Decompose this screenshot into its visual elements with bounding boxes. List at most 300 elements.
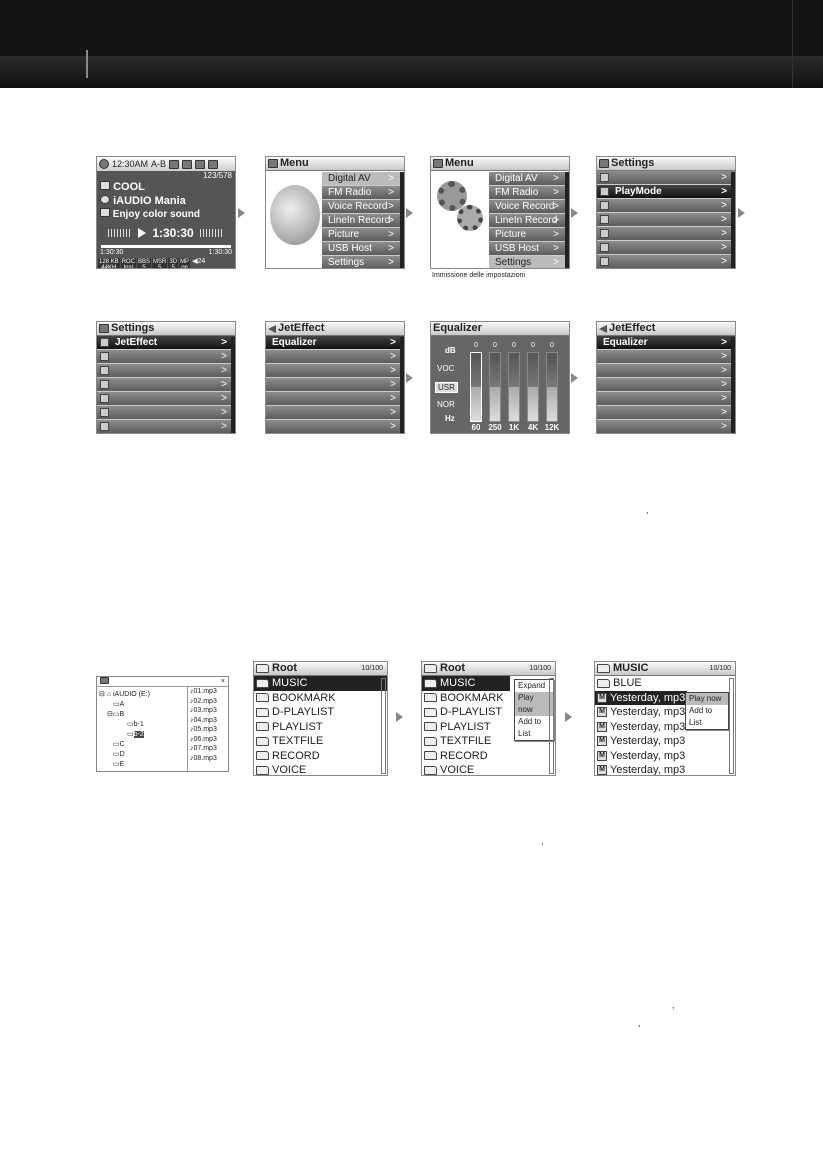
tree-folder[interactable]: ▭A bbox=[113, 701, 125, 708]
browser-file[interactable] bbox=[595, 734, 735, 749]
menu-icon bbox=[433, 159, 443, 168]
flow-arrow bbox=[565, 712, 572, 722]
file-item[interactable]: ♪02.mp3 bbox=[190, 697, 217, 705]
jeteffect-item[interactable] bbox=[597, 420, 735, 434]
album-name: Enjoy color sound bbox=[112, 209, 201, 220]
volume-value: 24 bbox=[197, 258, 206, 265]
folder-tree bbox=[99, 690, 185, 770]
player-screen bbox=[96, 156, 236, 269]
browser-file[interactable] bbox=[595, 763, 735, 776]
hz-label: Hz bbox=[445, 414, 455, 423]
eq-band-slider[interactable] bbox=[489, 352, 501, 422]
browser-item-label: PLAYLIST bbox=[440, 720, 491, 733]
jeteffect-item[interactable] bbox=[266, 420, 404, 434]
artist-name: iAUDIO Mania bbox=[113, 195, 186, 207]
file-item[interactable]: ♪04.mp3 bbox=[190, 716, 217, 724]
tree-folder[interactable]: ▭E bbox=[113, 761, 125, 768]
settings-item-general[interactable] bbox=[597, 213, 735, 227]
eq-band-slider[interactable] bbox=[546, 352, 558, 422]
file-item[interactable]: ♪08.mp3 bbox=[190, 754, 217, 762]
browser-file-label: Yesterday, mp3 bbox=[610, 691, 686, 704]
file-label: 05.mp3 bbox=[193, 726, 217, 733]
eq-band-level bbox=[547, 387, 557, 421]
playback-row bbox=[97, 224, 235, 242]
lock-icon bbox=[182, 160, 192, 169]
settings-screen-jeteffect bbox=[96, 321, 236, 434]
level-meter-right bbox=[200, 229, 224, 237]
eq-band-label: 1K bbox=[508, 423, 520, 432]
menu-item-linein-record[interactable]: LineIn Record > bbox=[322, 214, 402, 228]
jeteffect-title: JetEffect bbox=[609, 322, 656, 334]
bitrate-box bbox=[98, 258, 120, 269]
file-label: 08.mp3 bbox=[193, 754, 217, 762]
jeteffect-title-bar bbox=[597, 322, 735, 336]
jeteffect-item[interactable] bbox=[266, 406, 404, 420]
folder-icon bbox=[256, 766, 269, 775]
speaker-icon bbox=[100, 338, 109, 347]
eq-band-level bbox=[509, 387, 519, 421]
bbs-value: 5 bbox=[142, 265, 146, 269]
settings-item-system[interactable] bbox=[597, 255, 735, 269]
browser-file-label: Yesterday, mp3 bbox=[610, 735, 686, 748]
browser-item-d-playlist[interactable] bbox=[254, 705, 387, 720]
gear-icon bbox=[457, 205, 483, 231]
scrollbar[interactable] bbox=[731, 172, 735, 269]
browser-item-music[interactable] bbox=[254, 676, 387, 691]
disc-icon bbox=[100, 208, 110, 217]
playmode-label: PlayMode bbox=[615, 186, 662, 197]
flow-arrow bbox=[406, 208, 413, 218]
preset-nor[interactable]: NOR bbox=[437, 400, 455, 409]
browser-title-bar bbox=[422, 662, 555, 676]
music-file-icon: M bbox=[597, 707, 607, 717]
folder-tree-icon bbox=[100, 677, 109, 684]
file-list bbox=[187, 687, 229, 772]
browser-title: MUSIC bbox=[613, 662, 649, 674]
browser-music-screen bbox=[594, 661, 736, 776]
repeat-icon bbox=[169, 160, 179, 169]
eq-box bbox=[121, 258, 136, 269]
tree-folder-label: B bbox=[119, 711, 125, 718]
album-line bbox=[97, 208, 235, 222]
tree-root[interactable]: ⊟ ⌂ iAUDIO (E:) bbox=[99, 691, 150, 698]
folder-icon bbox=[256, 751, 269, 760]
jeteffect-item[interactable] bbox=[266, 378, 404, 392]
menu-title-bar bbox=[266, 157, 404, 171]
browser-context-screen bbox=[421, 661, 556, 776]
eye-icon bbox=[100, 366, 109, 375]
browser-item-label: MUSIC bbox=[272, 677, 308, 690]
folder-icon bbox=[424, 737, 437, 746]
equalizer-title-bar bbox=[431, 322, 569, 336]
elapsed-time: 1:30:30 bbox=[100, 249, 124, 256]
browser-item-bookmark[interactable] bbox=[254, 691, 387, 706]
eq-value: Inst bbox=[123, 265, 134, 269]
menu-item-picture[interactable]: Picture > bbox=[489, 228, 567, 242]
browser-item-music[interactable] bbox=[422, 676, 510, 691]
artist-icon bbox=[100, 181, 110, 190]
jeteffect-item[interactable] bbox=[597, 364, 735, 378]
music-file-icon: M bbox=[597, 751, 607, 761]
folder-icon bbox=[424, 766, 437, 775]
3d-value: 5 bbox=[171, 265, 175, 269]
browser-item-label: BOOKMARK bbox=[272, 691, 336, 704]
settings-screen-playmode bbox=[596, 156, 736, 269]
settings-item-playmode[interactable] bbox=[597, 185, 735, 199]
jeteffect-screen bbox=[265, 321, 405, 434]
samplerate: 44KH bbox=[101, 265, 117, 269]
bitrate: 128 KB bbox=[99, 259, 119, 265]
jeteffect-screen-return bbox=[596, 321, 736, 434]
file-label: 04.mp3 bbox=[193, 716, 217, 724]
flow-arrow bbox=[571, 373, 578, 383]
ab-repeat-text: A-B bbox=[151, 159, 167, 169]
clock-icon bbox=[99, 159, 109, 169]
jeteffect-item[interactable] bbox=[597, 378, 735, 392]
tree-folder[interactable]: ▭b-1 bbox=[127, 721, 144, 728]
tree-folder-label: b-1 bbox=[133, 721, 144, 728]
browser-item-playlist[interactable] bbox=[254, 720, 387, 735]
eq-band-value: 0 bbox=[474, 342, 478, 349]
title-line bbox=[97, 180, 235, 194]
mp-label: MP bbox=[180, 259, 190, 265]
settings-item-display[interactable] bbox=[597, 199, 735, 213]
folder-icon bbox=[597, 664, 610, 673]
scrollbar[interactable] bbox=[565, 172, 569, 269]
eye-icon bbox=[600, 201, 609, 210]
jeteffect-label: JetEffect bbox=[115, 337, 158, 348]
file-item[interactable]: ♪01.mp3 bbox=[190, 688, 217, 695]
jeteffect-item[interactable] bbox=[597, 350, 735, 364]
tree-folder[interactable]: ▭C bbox=[113, 741, 125, 748]
browser-item-voice[interactable] bbox=[254, 763, 387, 776]
jeteffect-title: JetEffect bbox=[278, 322, 325, 334]
menu-title: Menu bbox=[280, 157, 309, 169]
level-meter-left bbox=[108, 229, 132, 237]
jeteffect-item-equalizer[interactable]: Equalizer > bbox=[266, 336, 404, 350]
browser-file[interactable] bbox=[595, 749, 735, 764]
general-icon bbox=[100, 380, 109, 389]
preset-voc[interactable]: VOC bbox=[437, 364, 455, 373]
folder-icon bbox=[424, 751, 437, 760]
msr-label: MSR bbox=[153, 259, 167, 265]
system-icon bbox=[100, 422, 109, 431]
browser-item-label: PLAYLIST bbox=[272, 720, 323, 733]
browser-folder-blue[interactable] bbox=[595, 676, 735, 691]
browser-title: Root bbox=[440, 662, 466, 674]
browser-item-record[interactable] bbox=[422, 749, 555, 764]
flow-arrow bbox=[571, 208, 578, 218]
menu-item-digital-av[interactable]: Digital AV > bbox=[489, 172, 567, 186]
scrollbar[interactable] bbox=[729, 678, 734, 774]
jeteffect-item[interactable] bbox=[266, 364, 404, 378]
speaker-icon bbox=[599, 325, 607, 333]
browser-item-label: VOICE bbox=[440, 764, 475, 776]
context-play-now[interactable]: Play now bbox=[515, 692, 553, 716]
player-status-bar bbox=[97, 157, 235, 171]
browser-item-label: MUSIC bbox=[440, 677, 476, 690]
item-count: 10/100 bbox=[361, 665, 383, 672]
scrollbar[interactable] bbox=[400, 172, 404, 269]
text-icon bbox=[100, 394, 109, 403]
menu-screen-settings bbox=[430, 156, 570, 269]
settings-item-system[interactable] bbox=[97, 420, 235, 434]
tree-folder[interactable]: ▭b-2 bbox=[127, 731, 144, 738]
volume-box bbox=[191, 258, 206, 269]
music-file-icon: M bbox=[597, 722, 607, 732]
play-icon bbox=[138, 228, 146, 238]
jeteffect-item[interactable] bbox=[597, 392, 735, 406]
settings-item-text[interactable] bbox=[597, 227, 735, 241]
eq-band-slider[interactable] bbox=[527, 352, 539, 422]
explorer-toolbar bbox=[97, 677, 228, 687]
track-number: 123/578 bbox=[203, 171, 232, 180]
music-note-icon bbox=[270, 185, 320, 245]
settings-icon bbox=[99, 324, 109, 333]
browser-item-label: D-PLAYLIST bbox=[440, 706, 503, 719]
folder-icon bbox=[256, 693, 269, 702]
info-row bbox=[97, 258, 235, 269]
settings-item-record[interactable] bbox=[97, 406, 235, 420]
header-band bbox=[0, 56, 823, 88]
settings-title-bar bbox=[597, 157, 735, 171]
stray-mark: , bbox=[646, 505, 649, 515]
scrollbar[interactable] bbox=[549, 678, 554, 774]
settings-item-display[interactable] bbox=[97, 364, 235, 378]
mp-value: on bbox=[181, 265, 188, 269]
settings-icon bbox=[599, 159, 609, 168]
menu-title-bar bbox=[431, 157, 569, 171]
play-time: 1:30:30 bbox=[152, 226, 194, 240]
item-count: 10/100 bbox=[709, 665, 731, 672]
menu-item-voice-record[interactable]: Voice Record > bbox=[322, 200, 402, 214]
preset-usr[interactable]: USR bbox=[435, 382, 458, 393]
tree-root-label: iAUDIO (E:) bbox=[112, 691, 150, 698]
settings-title: Settings bbox=[111, 322, 155, 334]
folder-icon bbox=[256, 664, 269, 673]
browser-title-bar bbox=[595, 662, 735, 676]
browser-title-bar bbox=[254, 662, 387, 676]
equalizer-screen bbox=[430, 321, 570, 434]
clock-text: 12:30AM bbox=[112, 159, 149, 169]
scrollbar[interactable] bbox=[731, 337, 735, 434]
battery-icon bbox=[208, 160, 218, 169]
tree-folder-label: b-2 bbox=[133, 731, 144, 738]
menu-title: Menu bbox=[445, 157, 474, 169]
play-icon bbox=[600, 187, 609, 196]
browser-item-label: VOICE bbox=[272, 764, 307, 776]
tree-folder-label: C bbox=[119, 741, 125, 748]
stray-mark: , bbox=[672, 1000, 675, 1010]
eq-band-label: 4K bbox=[527, 423, 539, 432]
folder-icon bbox=[597, 679, 610, 688]
file-item[interactable]: ♪07.mp3 bbox=[190, 745, 217, 752]
menu-item-settings[interactable]: Settings > bbox=[322, 256, 402, 269]
volume-icon: ◀ bbox=[192, 258, 198, 265]
folder-icon bbox=[256, 722, 269, 731]
tree-folder-label: E bbox=[119, 761, 125, 768]
record-icon bbox=[600, 243, 609, 252]
flow-arrow bbox=[396, 712, 403, 722]
record-icon bbox=[100, 408, 109, 417]
eq-band-slider[interactable] bbox=[508, 352, 520, 422]
menu-item-fm-radio[interactable]: FM Radio > bbox=[322, 186, 402, 200]
browser-file-label: Yesterday, mp3 bbox=[610, 764, 686, 776]
speaker-icon bbox=[268, 325, 276, 333]
browser-item-label: TEXTFILE bbox=[440, 735, 492, 748]
folder-icon bbox=[424, 722, 437, 731]
tree-folder[interactable]: ▭D bbox=[113, 751, 125, 758]
eq-band-label: 12K bbox=[544, 423, 560, 432]
menu-item-usb-host[interactable]: USB Host > bbox=[322, 242, 402, 256]
msr-value: 5 bbox=[158, 265, 162, 269]
settings-item-jeteffect[interactable] bbox=[597, 171, 735, 185]
mp-box bbox=[179, 258, 190, 269]
flow-arrow bbox=[738, 208, 745, 218]
browser-file-label: Yesterday, mp3 bbox=[610, 706, 686, 719]
file-label: 01.mp3 bbox=[193, 688, 217, 695]
jeteffect-item[interactable] bbox=[597, 406, 735, 420]
tree-folder[interactable]: ⊟▭B bbox=[107, 711, 125, 718]
tree-folder-label: D bbox=[119, 751, 125, 758]
browser-file[interactable] bbox=[595, 691, 687, 706]
3d-label: 3D bbox=[169, 259, 178, 265]
browser-file-label: Yesterday, mp3 bbox=[610, 720, 686, 733]
file-item[interactable]: ♪06.mp3 bbox=[190, 735, 217, 743]
context-play-now[interactable]: Play now bbox=[686, 693, 728, 705]
menu-caption: Immissione delle impostazioni bbox=[432, 272, 525, 279]
artist-line bbox=[97, 194, 235, 208]
settings-item-record[interactable] bbox=[597, 241, 735, 255]
shuffle-icon bbox=[195, 160, 205, 169]
file-label: 02.mp3 bbox=[193, 697, 217, 705]
eq-band-level bbox=[490, 387, 500, 421]
msr-box bbox=[152, 258, 167, 269]
jeteffect-item-equalizer[interactable]: Equalizer > bbox=[597, 336, 735, 350]
settings-item-general[interactable] bbox=[97, 378, 235, 392]
page-header bbox=[0, 0, 823, 88]
context-expand[interactable]: Expand bbox=[518, 681, 546, 690]
system-icon bbox=[600, 257, 609, 266]
browser-item-textfile[interactable] bbox=[254, 734, 387, 749]
scrollbar[interactable] bbox=[231, 337, 235, 434]
close-icon[interactable]: × bbox=[220, 678, 225, 685]
browser-item-label: BOOKMARK bbox=[440, 691, 504, 704]
bbs-label: BBS bbox=[138, 259, 151, 265]
stray-mark: , bbox=[638, 1018, 641, 1028]
music-file-icon: M bbox=[597, 693, 607, 703]
eq-band-label: 60 bbox=[471, 423, 481, 432]
eq-band-level bbox=[471, 387, 481, 421]
browser-item-label: RECORD bbox=[272, 749, 320, 762]
music-file-icon: M bbox=[597, 765, 607, 775]
folder-icon bbox=[256, 679, 269, 688]
jeteffect-item[interactable] bbox=[266, 350, 404, 364]
menu-item-digital-av[interactable]: Digital AV > bbox=[322, 172, 402, 186]
eq-band-value: 0 bbox=[512, 342, 516, 349]
folder-icon bbox=[424, 679, 437, 688]
folder-icon bbox=[424, 693, 437, 702]
browser-item-record[interactable] bbox=[254, 749, 387, 764]
browser-file-label: Yesterday, mp3 bbox=[610, 749, 686, 762]
scrollbar[interactable] bbox=[400, 337, 404, 434]
3d-box bbox=[168, 258, 178, 269]
browser-item-label: TEXTFILE bbox=[272, 735, 324, 748]
total-time: 1:30:30 bbox=[208, 249, 232, 256]
stray-mark: , bbox=[541, 836, 544, 846]
song-title: COOL bbox=[113, 181, 145, 193]
header-edge bbox=[792, 0, 793, 88]
browser-item-label: BLUE bbox=[613, 677, 642, 690]
context-add-to-list[interactable]: Add to List bbox=[518, 717, 542, 738]
play-icon bbox=[100, 352, 109, 361]
menu-screen-music bbox=[265, 156, 405, 269]
text-icon bbox=[600, 229, 609, 238]
folder-icon bbox=[256, 708, 269, 717]
settings-title: Settings bbox=[611, 157, 655, 169]
music-context-menu bbox=[685, 692, 729, 730]
browser-title: Root bbox=[272, 662, 298, 674]
context-add-to-list[interactable]: Add to List bbox=[689, 706, 713, 727]
explorer-window bbox=[96, 676, 229, 772]
settings-item-text[interactable] bbox=[97, 392, 235, 406]
flow-arrow bbox=[406, 373, 413, 383]
settings-item-jeteffect[interactable] bbox=[97, 336, 235, 350]
file-label: 07.mp3 bbox=[193, 745, 217, 752]
browser-root-screen bbox=[253, 661, 388, 776]
folder-icon bbox=[424, 664, 437, 673]
bbs-box bbox=[137, 258, 151, 269]
db-label: dB bbox=[445, 346, 456, 355]
context-menu bbox=[514, 679, 554, 741]
menu-item-voice-record[interactable]: Voice Record > bbox=[489, 200, 567, 214]
browser-item-label: RECORD bbox=[440, 749, 488, 762]
tree-folder-label: A bbox=[119, 701, 125, 708]
eq-band-level bbox=[528, 387, 538, 421]
settings-item-playmode[interactable] bbox=[97, 350, 235, 364]
file-item[interactable]: ♪03.mp3 bbox=[190, 707, 217, 714]
menu-item-picture[interactable]: Picture > bbox=[322, 228, 402, 242]
jeteffect-title-bar bbox=[266, 322, 404, 336]
eq-band-value: 0 bbox=[493, 342, 497, 349]
eq-band-slider[interactable] bbox=[470, 352, 482, 422]
menu-icon bbox=[268, 159, 278, 168]
scrollbar[interactable] bbox=[381, 678, 386, 774]
album-icon bbox=[100, 195, 110, 204]
settings-title-bar bbox=[97, 322, 235, 336]
equalizer-title: Equalizer bbox=[433, 322, 482, 334]
jeteffect-item[interactable] bbox=[266, 392, 404, 406]
menu-item-usb-host[interactable]: USB Host > bbox=[489, 242, 567, 256]
browser-item-label: D-PLAYLIST bbox=[272, 706, 335, 719]
menu-item-settings[interactable]: Settings > bbox=[489, 256, 567, 269]
folder-icon bbox=[424, 708, 437, 717]
file-label: 03.mp3 bbox=[193, 707, 217, 714]
eq-band-label: 250 bbox=[488, 423, 502, 432]
music-file-icon: M bbox=[597, 736, 607, 746]
eq-band-value: 0 bbox=[550, 342, 554, 349]
speaker-icon bbox=[600, 173, 609, 182]
browser-item-voice[interactable] bbox=[422, 763, 555, 776]
flow-arrow bbox=[238, 208, 245, 218]
file-label: 06.mp3 bbox=[193, 735, 217, 743]
file-item[interactable]: ♪05.mp3 bbox=[190, 726, 217, 733]
menu-item-fm-radio[interactable]: FM Radio > bbox=[489, 186, 567, 200]
menu-item-linein-record[interactable]: LineIn Record > bbox=[489, 214, 567, 228]
eq-label: ROC bbox=[121, 259, 136, 265]
folder-icon bbox=[256, 737, 269, 746]
general-icon bbox=[600, 215, 609, 224]
